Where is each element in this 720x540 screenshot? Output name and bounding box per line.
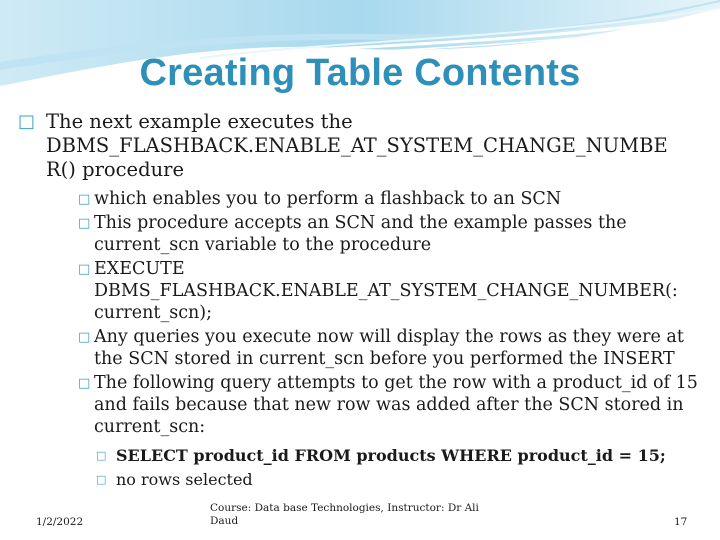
footer-course-info: Course: Data base Technologies, Instructor: Dr Ali Daud xyxy=(210,502,479,527)
sub-bullet-text: This procedure accepts an SCN and the example passes the current_scn variable to the procedure xyxy=(94,213,627,255)
bullet-icon: □ xyxy=(78,192,91,207)
code-line-text: no rows selected xyxy=(116,470,253,489)
bullet-icon: □ xyxy=(78,330,91,345)
bullet-icon: □ xyxy=(96,449,107,462)
bullet-icon: □ xyxy=(78,376,91,391)
code-line-text: SELECT product_id FROM products WHERE product_id = 15; xyxy=(116,446,666,465)
bullet-icon: □ xyxy=(78,216,91,231)
slide-body xyxy=(18,110,698,492)
code-line xyxy=(18,444,698,468)
sub-bullet-text: EXECUTE DBMS_FLASHBACK.ENABLE_AT_SYSTEM_CHANGE_NUMBER(: current_scn); xyxy=(94,259,678,323)
sub-bullet xyxy=(18,258,698,324)
bullet-level-1 xyxy=(18,110,698,182)
sub-bullet xyxy=(18,326,698,370)
code-lines xyxy=(18,444,698,492)
sub-bullet-list xyxy=(18,188,698,438)
slide-title: Creating Table Contents xyxy=(139,52,581,94)
sub-bullet-text: Any queries you execute now will display the rows as they were at the SCN stored in current_scn before you performed the INSERT xyxy=(94,327,684,369)
bullet-text: The next example executes the DBMS_FLASHBACK.ENABLE_AT_SYSTEM_CHANGE_NUMBE R() procedure xyxy=(46,110,668,181)
sub-bullet-text: The following query attempts to get the row with a product_id of 15 and fails because that new row was added after the SCN stored in current_scn: xyxy=(94,373,698,437)
bullet-icon: □ xyxy=(96,473,107,486)
sub-bullet xyxy=(18,212,698,256)
footer-date: 1/2/2022 xyxy=(36,516,84,528)
bullet-icon: □ xyxy=(78,262,91,277)
sub-bullet xyxy=(18,372,698,438)
page-number: 17 xyxy=(674,516,688,528)
bullet-icon: □ xyxy=(18,111,36,132)
code-line xyxy=(18,468,698,492)
sub-bullet xyxy=(18,188,698,210)
sub-bullet-text: which enables you to perform a flashback to an SCN xyxy=(94,189,562,209)
